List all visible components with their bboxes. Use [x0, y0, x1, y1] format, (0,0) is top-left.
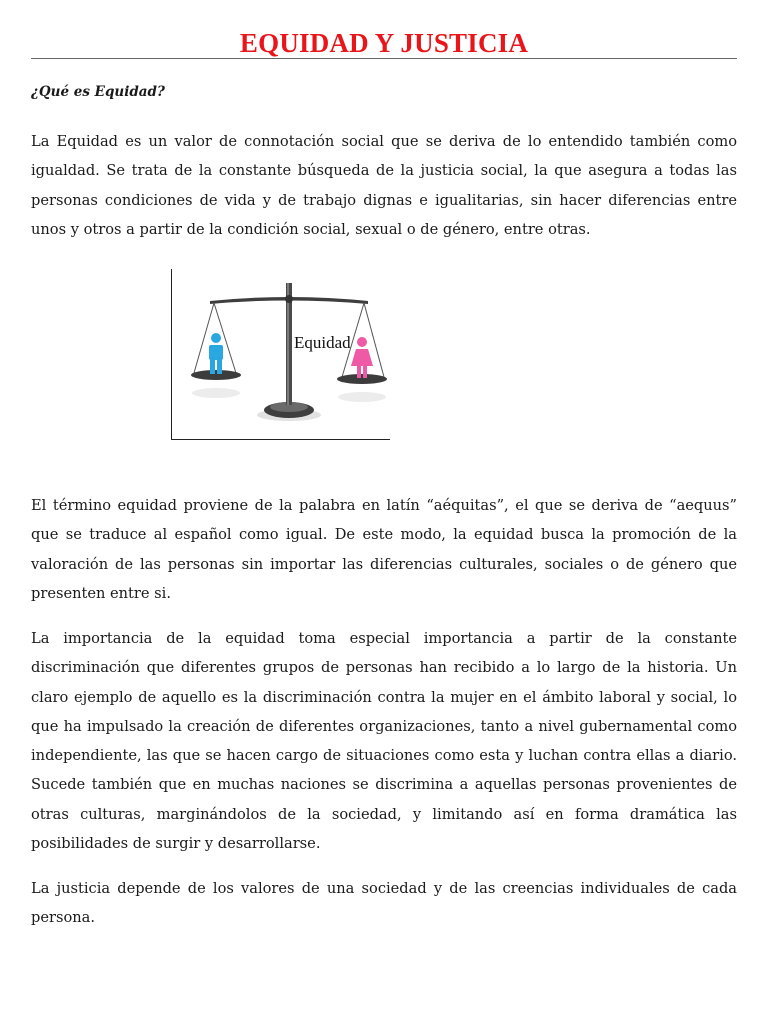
paragraph: El término equidad proviene de la palabra en latín “aéquitas”, el que se deriva de “aequus” que se traduce al español como igual. De este modo, la equidad busca la promoción de la valoración de las personas sin importar las diferencias culturales, sociales o de género que presenten entre si.	[31, 497, 737, 602]
female-icon	[351, 337, 373, 378]
equity-scale-image	[171, 269, 390, 440]
left-pan	[191, 370, 241, 380]
scale-label: Equidad	[294, 333, 351, 352]
right-pan	[337, 374, 387, 384]
paragraph: La importancia de la equidad toma especial importancia a partir de la constante discriminación que diferentes grupos de personas han recibido a lo largo de la historia. Un claro ejemplo de aquello es la discriminación contra la mujer en el ámbito laboral y social, lo que ha impulsado la creación de diferentes organizaciones, tanto a nivel gubernamental como independiente, las que se hacen cargo de situaciones como esta y luchan contra ellas a diario. Sucede también que en muchas naciones se discrimina a aquellas personas provenientes de otras culturas, marginándolos de la sociedad, y limitando así en forma dramática las posibilidades de surgir y desarrollarse.	[31, 630, 737, 853]
male-icon	[209, 333, 223, 374]
paragraph: La Equidad es un valor de connotación social que se deriva de lo entendido también como igualdad. Se trata de la constante búsqueda de la justicia social, la que asegura a todas las personas condiciones de vida y de trabajo dignas e igualitarias, sin hacer diferencias entre unos y otros a partir de la condición social, sexual o de género, entre otras.	[31, 133, 737, 238]
page-title: EQUIDAD Y JUSTICIA	[239, 28, 529, 58]
paragraph: La justicia depende de los valores de una sociedad y de las creencias individuales de cada persona.	[31, 880, 737, 927]
title-divider	[31, 58, 737, 59]
document-page	[31, 0, 737, 927]
section-heading: ¿Qué es Equidad?	[31, 84, 165, 100]
